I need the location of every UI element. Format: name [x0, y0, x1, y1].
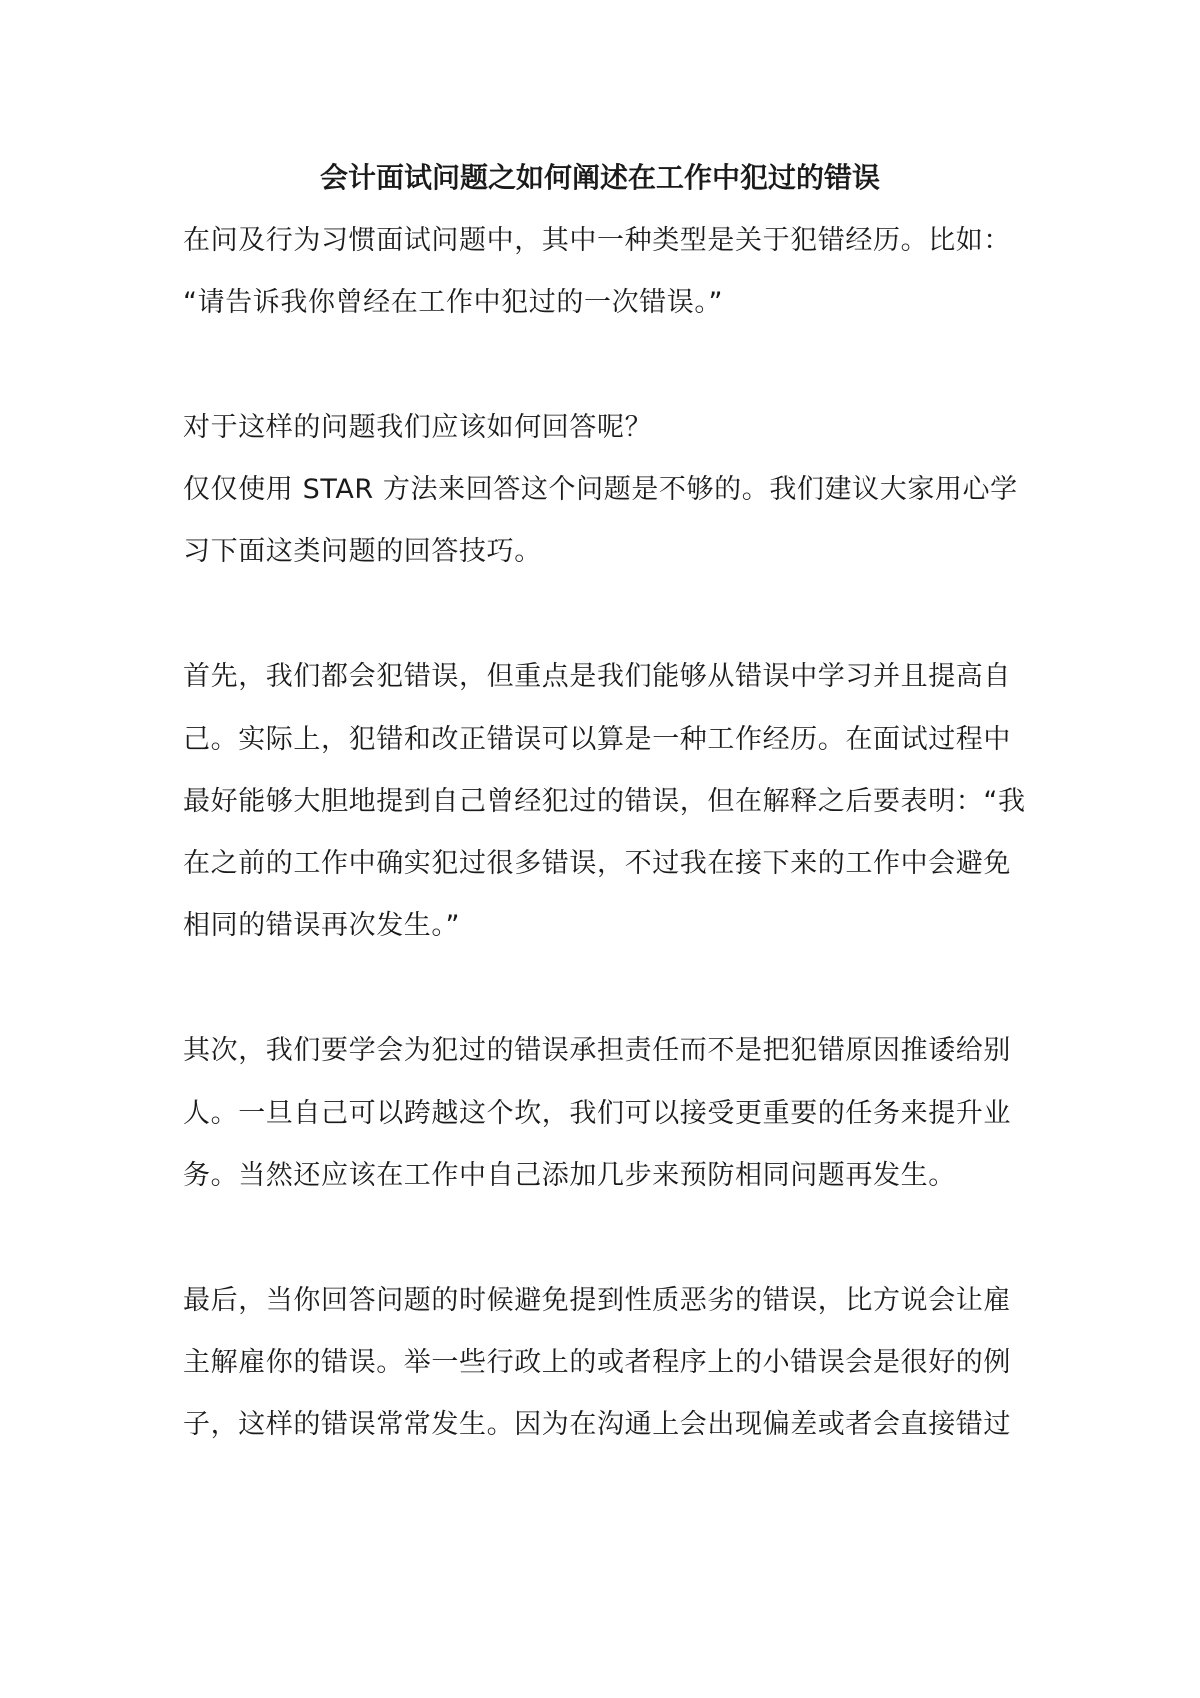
text-line: 相同的错误再次发生。” [183, 910, 461, 941]
text-line: 主解雇你的错误。举一些行政上的或者程序上的小错误会是很好的例 [183, 1347, 1011, 1378]
text-line: 己。实际上，犯错和改正错误可以算是一种工作经历。在面试过程中 [183, 724, 1011, 755]
text-line: 首先，我们都会犯错误，但重点是我们能够从错误中学习并且提高自 [183, 661, 1011, 692]
text-line: 人。一旦自己可以跨越这个坎，我们可以接受更重要的任务来提升业 [183, 1098, 1011, 1129]
text-line: 习下面这类问题的回答技巧。 [183, 536, 542, 567]
text-line: 最好能够大胆地提到自己曾经犯过的错误，但在解释之后要表明：“我 [183, 786, 1026, 817]
text-line: 仅仅使用 STAR 方法来回答这个问题是不够的。我们建议大家用心学 [183, 474, 1018, 505]
document-title: 会计面试问题之如何阐述在工作中犯过的错误 [319, 161, 880, 194]
text-line: 务。当然还应该在工作中自己添加几步来预防相同问题再发生。 [183, 1160, 956, 1191]
text-line: 子，这样的错误常常发生。因为在沟通上会出现偏差或者会直接错过 [183, 1409, 1011, 1440]
text-line: 对于这样的问题我们应该如何回答呢？ [183, 412, 653, 443]
text-line: 最后，当你回答问题的时候避免提到性质恶劣的错误，比方说会让雇 [183, 1285, 1011, 1316]
text-line: 在之前的工作中确实犯过很多错误，不过我在接下来的工作中会避免 [183, 848, 1011, 879]
text-line: 其次，我们要学会为犯过的错误承担责任而不是把犯错原因推诿给别 [183, 1035, 1011, 1066]
text-line: “请告诉我你曾经在工作中犯过的一次错误。” [183, 287, 724, 318]
text-line: 在问及行为习惯面试问题中，其中一种类型是关于犯错经历。比如： [183, 225, 1011, 256]
